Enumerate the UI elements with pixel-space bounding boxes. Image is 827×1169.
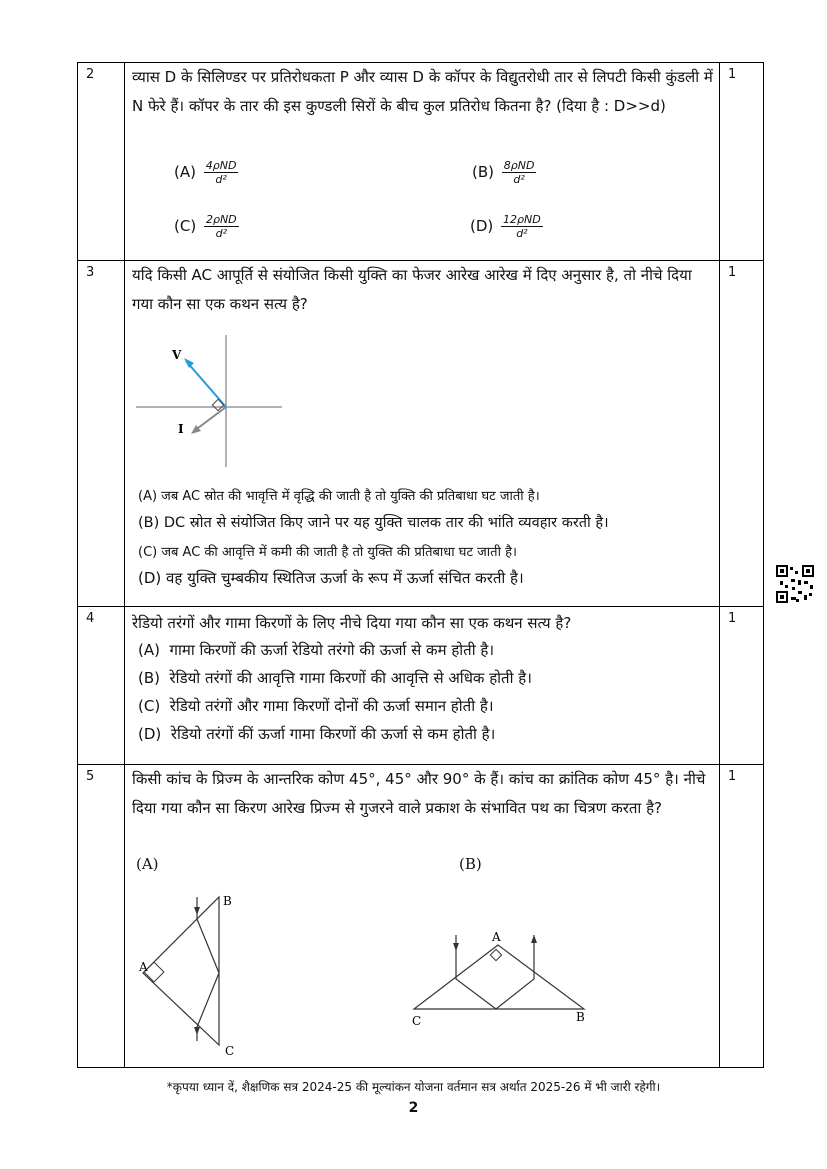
light-ray-path: [197, 897, 219, 1041]
column-divider-marks: [719, 63, 720, 1067]
option-a: (A) जब AC स्रोत की भावृत्ति में वृद्धि की जाती है तो युक्ति की प्रतिबाधा घट जाती है।: [138, 489, 540, 504]
question-text: यदि किसी AC आपूर्ति से संयोजित किसी युक्ति का फेजर आरेख आरेख में दिए अनुसार है, तो नीचे दिया गया कौन सा एक कथन सत्य है?: [132, 266, 692, 313]
question-table: [77, 62, 764, 1068]
footer-note: *कृपया ध्यान दें, शैक्षणिक सत्र 2024-25 की मूल्यांकन योजना वर्तमान सत्र अर्थात 2025-26 में भी जारी रहेगी।: [166, 1080, 661, 1094]
option-label: (B): [472, 163, 494, 181]
figure-a-caption: (A): [136, 855, 159, 873]
option-d: [470, 213, 543, 240]
question-number: 2: [86, 67, 95, 82]
voltage-phasor: [186, 361, 226, 407]
option-b: [472, 159, 536, 186]
option-label: (A): [138, 641, 160, 659]
phasor-diagram: [134, 333, 286, 469]
fraction: [204, 159, 239, 186]
vertex-c-label: C: [412, 1014, 422, 1028]
fraction-numerator: 4ρND: [205, 159, 237, 172]
prism-outline: [143, 897, 219, 1045]
fraction-numerator: 8ρND: [503, 159, 535, 172]
vertex-a-label: A: [492, 930, 501, 944]
option-label: (A): [174, 163, 196, 181]
column-divider-number: [124, 63, 125, 1067]
ray-diagram-b: [408, 925, 598, 1035]
option-text: रेडियो तरंगों कीं ऊर्जा गामा किरणों की ऊर्जा से कम होती है।: [170, 725, 496, 743]
figure-b-caption: (B): [459, 855, 482, 873]
ray-diagram-a: [133, 889, 253, 1059]
question-number: 4: [86, 611, 95, 626]
right-angle-mark: [490, 949, 501, 960]
fraction: [502, 159, 537, 186]
ray-arrowhead: [453, 943, 459, 951]
option-c: [174, 213, 239, 240]
fraction-numerator: 12ρND: [503, 213, 541, 226]
vertex-b-label: B: [576, 1010, 585, 1024]
voltage-label: V: [172, 348, 182, 362]
option-label: (C): [174, 217, 197, 235]
option-d: (D) वह युक्ति चुम्बकीय स्थितिज ऊर्जा के रूप में ऊर्जा संचित करती है।: [138, 569, 524, 587]
fraction: [501, 213, 543, 240]
question-marks: 1: [728, 265, 737, 280]
option-c: [138, 696, 494, 716]
option-b: [138, 668, 532, 688]
option-label: (D): [138, 725, 162, 743]
question-text: रेडियो तरंगों और गामा किरणों के लिए नीचे दिया गया कौन सा एक कथन सत्य है?: [132, 614, 572, 632]
fraction-denominator: d²: [215, 173, 227, 186]
fraction-numerator: 2ρND: [205, 213, 237, 226]
option-text: रेडियो तरंगों और गामा किरणों दोनों की ऊर्जा समान होती है।: [169, 697, 494, 715]
fraction-denominator: d²: [513, 173, 525, 186]
prism-outline: [414, 945, 584, 1009]
ray-arrowhead: [194, 907, 200, 915]
vertex-a-label: A: [139, 960, 148, 974]
option-label: (C): [138, 697, 161, 715]
voltage-arrowhead: [184, 358, 194, 368]
vertex-b-label: B: [223, 894, 232, 908]
question-marks: 1: [728, 769, 737, 784]
fraction-denominator: d²: [516, 227, 528, 240]
question-text: व्यास D के सिलिण्डर पर प्रतिरोधकता P और व्यास D के कॉपर के विद्युतरोधी तार से लिपटी किसी कुंडली में N फेरे हैं। कॉपर के तार की इस कुण्डली सिरों के बीच कुल प्रतिरोध कितना है? (दिया है : D>>d): [132, 68, 713, 115]
light-ray-path: [456, 935, 534, 1009]
option-text: गामा किरणों की ऊर्जा रेडियो तरंगो की ऊर्जा से कम होती है।: [169, 641, 495, 659]
question-text: किसी कांच के प्रिज्म के आन्तरिक कोण 45°, 45° और 90° के हैं। कांच का क्रांतिक कोण 45° है। नीचे दिया गया कौन सा किरण आरेख प्रिज्म से गुजरने वाले प्रकाश के संभावित पथ का चित्रण करता है?: [132, 770, 706, 817]
option-a: [174, 159, 238, 186]
option-d: [138, 724, 495, 744]
question-number: 5: [86, 769, 95, 784]
question-number: 3: [86, 265, 95, 280]
qr-code: [776, 565, 814, 603]
row-divider: [78, 606, 763, 607]
question-marks: 1: [728, 611, 737, 626]
option-a: [138, 640, 494, 660]
vertex-c-label: C: [225, 1044, 235, 1058]
option-label: (B): [138, 669, 160, 687]
ray-arrowhead: [194, 1027, 200, 1035]
fraction-denominator: d²: [215, 227, 228, 240]
option-label: (D): [470, 217, 494, 235]
ray-arrowhead: [531, 935, 537, 943]
option-b: (B) DC स्रोत से संयोजित किए जाने पर यह युक्ति चालक तार की भांति व्यवहार करती है।: [138, 515, 609, 531]
option-c: (C) जब AC की आवृत्ति में कमी की जाती है तो युक्ति की प्रतिबाधा घट जाती है।: [138, 545, 517, 560]
page-number: 2: [408, 1100, 419, 1116]
current-label: I: [178, 422, 184, 436]
question-marks: 1: [728, 67, 737, 82]
option-text: रेडियो तरंगों की आवृत्ति गामा किरणों की आवृत्ति से अधिक होती है।: [169, 669, 532, 687]
current-phasor: [194, 407, 226, 431]
fraction: [204, 213, 239, 240]
